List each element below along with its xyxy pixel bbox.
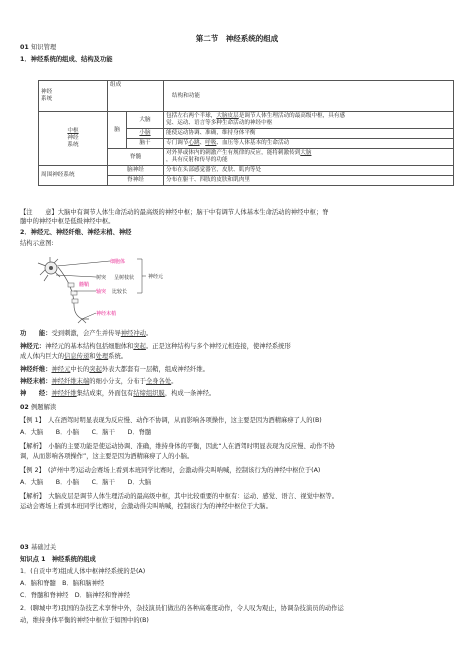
section-knowledge bbox=[20, 44, 56, 52]
cell-text: ，具有反射和传导的功能 bbox=[166, 157, 228, 163]
neuron-diagram bbox=[34, 253, 194, 325]
function-line bbox=[20, 330, 152, 338]
section-number: 02 bbox=[20, 404, 29, 411]
question-2: 动，维持身体平衡的神经中枢位于如图中的(B) bbox=[20, 617, 149, 624]
section-title: 基础过关 bbox=[30, 544, 57, 551]
example-1-question: 【例 1】 人在酒驾时明显表现为反应慢、动作不协调，从而影响各项操作，这主要是因为酒精麻痹了人的(B) bbox=[20, 417, 322, 424]
callout-line bbox=[82, 313, 96, 319]
line-text: 外表大都套有一层鞘，组成神经纤维。 bbox=[101, 366, 209, 373]
answer-blank: 呼吸 bbox=[205, 140, 217, 146]
line-text: 。 bbox=[145, 330, 153, 337]
label-nerve-ending: 神经末梢 bbox=[96, 311, 117, 317]
line-label: 神经元： bbox=[20, 343, 46, 350]
central-nervous-cell bbox=[39, 112, 108, 166]
fiber-line bbox=[20, 366, 209, 374]
neuron-line bbox=[20, 343, 291, 351]
label-long: 呈树枝状 bbox=[114, 275, 135, 281]
note-line: 髓中的神经中枢是低级神经中枢。 bbox=[20, 218, 115, 225]
label-cell-body: 细胞体 bbox=[110, 259, 126, 265]
line-label: 神经纤维： bbox=[20, 366, 52, 373]
line-text: 受到刺激，会产生并传导 bbox=[51, 330, 121, 337]
axon-terminal bbox=[78, 319, 89, 323]
neuron-line-2 bbox=[20, 353, 127, 361]
axon-line bbox=[58, 267, 82, 319]
answer-blank: 神经冲动 bbox=[120, 330, 146, 337]
line-text: ，构成一条神经。 bbox=[164, 390, 216, 397]
spinal-cord-function-cell bbox=[164, 149, 454, 166]
question-1-options: A．脑和脊髓 B．脑和脑神经 bbox=[20, 580, 105, 587]
diagram-title: 结构示意图: bbox=[20, 240, 54, 247]
answer-blank: 全身各处 bbox=[145, 378, 172, 385]
cranial-nerve-function-cell: 分布在头部感觉器官，皮肤、肌肉等处 bbox=[164, 166, 454, 176]
cerebellum-function-cell: 能使运动协调、准确，维持身体平衡 bbox=[164, 129, 454, 139]
answer-blank: 结缔组织膜 bbox=[133, 390, 165, 397]
line-text: 神经元的基本结构包括细胞体和 bbox=[45, 343, 134, 350]
neuron-brace bbox=[137, 259, 142, 293]
label-dendrite: 树突 bbox=[96, 275, 107, 281]
note-line: 【注 意】大脑中有调节人体生命活动的最高级的神经中枢；脑干中有调节人体基本生命活动的神经中枢；脊 bbox=[20, 209, 329, 216]
cell-text: 包括左右两个半球， bbox=[166, 113, 217, 119]
spinal-nerve-function-cell: 分布在躯干、四肢的皮肤和肌肉里 bbox=[164, 176, 454, 186]
myelin-segment bbox=[72, 299, 78, 303]
answer-blank: 神经元 bbox=[51, 366, 71, 373]
header-cell-function: 结构和功能 bbox=[164, 81, 454, 112]
page-title: 第二节 神经系统的组成 bbox=[195, 34, 279, 43]
brainstem-cell: 脑干 bbox=[127, 139, 164, 149]
peripheral-nervous-cell: 周围神经系统 bbox=[39, 166, 108, 186]
cell-text: 是调节人体生理活动的最高级中枢，具有感 bbox=[238, 113, 346, 119]
knowledge-point: 知识点 1 神经系统的组成 bbox=[20, 556, 96, 563]
line-label: 功 能： bbox=[20, 330, 52, 337]
spinal-nerve-cell: 脊神经 bbox=[108, 176, 164, 186]
header-cell-composition: 组成 bbox=[108, 81, 164, 112]
answer-blank: 神经纤维末端 bbox=[51, 378, 90, 385]
line-label: 神经末梢： bbox=[20, 378, 52, 385]
example-1-analysis: 调，从而影响各项操作”，这主要是因为酒精麻痹了人的小脑。 bbox=[20, 453, 194, 460]
example-2-question: 【例 2】 (泸州中考)运动会赛场上看到本班同学比赛时，会激动得尖叫呐喊，控制该行为的神经中枢位于(A) bbox=[20, 467, 321, 474]
brain-cell: 脑 bbox=[108, 112, 127, 149]
cell-text: 中枢 bbox=[67, 128, 79, 134]
table-row bbox=[39, 112, 454, 129]
nerve-line bbox=[20, 390, 215, 398]
callout-line bbox=[56, 275, 96, 277]
answer-blank: 信息传递 bbox=[64, 353, 90, 360]
cell-text: 对外界或体内的刺激产生有规律的反应，能将刺激传到 bbox=[166, 150, 301, 156]
label-short: 比较长 bbox=[112, 289, 128, 295]
heading-structure: 1．神经系统的组成、结构及功能 bbox=[20, 56, 113, 63]
line-label: 神 经： bbox=[20, 390, 52, 397]
nucleus-shape bbox=[49, 266, 53, 270]
question-1: 1．(自贡中考)组成人体中枢神经系统的是(A) bbox=[20, 568, 146, 575]
answer-blank: 心跳 bbox=[188, 140, 200, 146]
cerebrum-function-cell bbox=[164, 112, 454, 129]
section-title: 例题解读 bbox=[30, 404, 57, 411]
answer-blank: 大脑 bbox=[300, 150, 312, 156]
section-examples bbox=[20, 404, 56, 412]
example-1-analysis: 【解析】 小脑的主要功能是使运动协调、准确，维持身体的平衡，因此“人在酒驾时明显表现为反应慢、动作不协 bbox=[20, 443, 335, 450]
cell-text: 系统 bbox=[67, 142, 79, 148]
line-text: 系统。 bbox=[108, 353, 128, 360]
cerebellum-cell: 小脑 bbox=[127, 129, 164, 139]
cell-text: 神经 bbox=[67, 135, 79, 141]
cell-text: 专门调节 bbox=[166, 140, 189, 146]
example-2-options: A．大脑 B．小脑 C．脑干 D．大脑 bbox=[20, 479, 152, 486]
table-header-row bbox=[39, 81, 454, 112]
header-text: 神经 bbox=[41, 89, 53, 95]
myelin-segment bbox=[68, 283, 74, 287]
section-title: 知识管理 bbox=[30, 44, 57, 51]
label-neuron: 神经元 bbox=[148, 274, 164, 280]
label-myelin: 髓鞘 bbox=[79, 282, 90, 288]
section-basics bbox=[20, 544, 56, 552]
answer-blank: 大脑皮层 bbox=[216, 113, 239, 119]
answer-blank: 突起 bbox=[89, 366, 102, 373]
spinal-cord-cell: 脊髓 bbox=[108, 149, 164, 166]
brainstem-function-cell: 专门调节心跳、呼吸、血压等人体基本的生命活动 bbox=[164, 139, 454, 149]
label-axon: 轴突 bbox=[96, 289, 107, 295]
answer-blank: 神经纤维 bbox=[51, 390, 77, 397]
section-number: 01 bbox=[20, 44, 29, 51]
answer-blank: 处理 bbox=[95, 353, 109, 360]
table-row bbox=[39, 166, 454, 176]
line-text: 集结成束，外面包有 bbox=[76, 390, 134, 397]
ending-line bbox=[20, 378, 177, 386]
example-1-options: A．大脑 B．小脑 C．脑干 D．脊髓 bbox=[20, 429, 152, 436]
header-cell-system bbox=[39, 81, 108, 112]
cell-text: 、血压等人体基本的生命活动 bbox=[216, 140, 290, 146]
answer-blank: 突起 bbox=[133, 343, 146, 350]
line-text: 和 bbox=[89, 353, 96, 360]
section-number: 03 bbox=[20, 544, 29, 551]
callout-line bbox=[57, 261, 110, 266]
cranial-nerve-cell: 脑神经 bbox=[108, 166, 164, 176]
header-text: 系统 bbox=[41, 96, 53, 102]
line-text: 中长的 bbox=[70, 366, 90, 373]
line-text: 。正是这种结构与多个神经元相连接，使神经系统形 bbox=[145, 343, 291, 350]
question-1-options: C．脊髓和脊神经 D．脑神经和脊神经 bbox=[20, 592, 130, 599]
heading-neuron: 2．神经元、神经纤维、神经末梢、神经 bbox=[20, 229, 132, 236]
myelin-segment bbox=[71, 291, 77, 295]
example-2-analysis: 运动会赛场上看到本班同学比赛时，会激动得尖叫呐喊，控制该行为的神经中枢位于大脑。 bbox=[20, 503, 272, 510]
line-text: 的细小分支，分布于 bbox=[89, 378, 146, 385]
question-2: 2．(聊城中考)我国的杂技艺术享誉中外，杂技演员们做出的各种高难度动作，令人叹为观止，协调杂技演员的动作运 bbox=[20, 605, 344, 612]
example-2-analysis: 【解析】 大脑皮层是调节人体生理活动的最高级中枢，其中比较重要的中枢有：运动、感觉、语言、视觉中枢等。 bbox=[20, 493, 338, 500]
line-text: 。 bbox=[171, 378, 178, 385]
line-text: 成人体内巨大的 bbox=[20, 353, 65, 360]
structure-table bbox=[38, 80, 454, 186]
cerebrum-cell: 大脑 bbox=[127, 112, 164, 129]
cell-text: 觉、运动、语言等多种生命活动的神经中枢 bbox=[166, 120, 273, 126]
